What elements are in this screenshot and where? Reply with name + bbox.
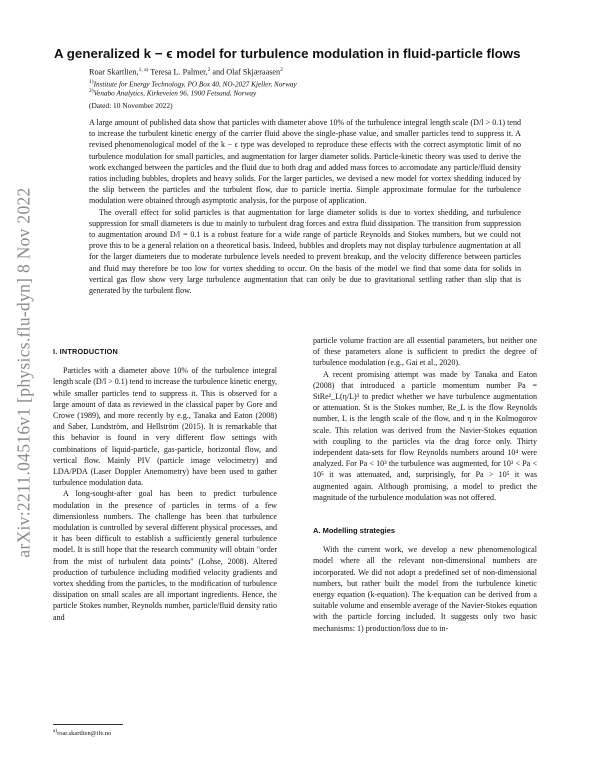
body-paragraph: With the current work, we develop a new phenomenological model where all the relevant non-dimensional numbers are incorporated. We did not adopt a predefined set of non-dimensional numbers, but rather built the model from the turbulence kinetic energy equation (k-equation). The k-equation can be derived from a suitable volume and ensemble average of the Navier-Stokes equation with the particle forcing included. It suggests only two basic mechanisms: 1) production/loss due to in- [313,545,537,633]
abstract-paragraph: The overall effect for solid particles is that augmentation for large diameter solids is due to vortex shedding, and turbulence suppression for small diameters is due to mainly to turbulent drag forces and extra fluid dissipation. The transition from suppression to augmentation around D/l = 0.1 is a robust feature for a wide range of particle Reynolds and Stokes numbers, but we could not prove this to be a general relation on a theoretical basis. Indeed, bubbles and droplets may not display turbulence augmentation at all for the larger diameters due to moderate turbulence levels needed to prevent breakup, and the velocity difference between particles and fluid may therefore be too low for vortex shedding to occur. On the basis of the model we find that some data for solids in vertical gas flow show very large turbulence augmentation that can only be due to gravitational settling rather than slip that is generated by the turbulent flow. [89,207,521,296]
author-name: Roar Skartlien, [89,67,139,77]
body-paragraph: Particles with a diameter above 10% of the turbulence integral length scale (D/l > 0.1) tend to increase the turbulence kinetic energy, while smaller particles tend to suppress it. This is observed for a large amount of data as reviewed in the classical paper by Gore and Crowe (1989), and more recently by e.g., Tanaka and Eaton (2008) and Saber, Lundström, and Hellström (2015). It is remarkable that this behavior is found in very different flow settings with combinations of liquid-particle, gas-particle, horizontal flow, and vertical flow. Mainly PIV (particle image velocimetry) and LDA/PDA (Laser Doppler Anemometry) have been used to gather turbulence modulation data. [53,366,277,488]
section-heading-introduction: I. INTRODUCTION [53,347,119,356]
affiliation-line [89,79,297,88]
left-column [53,346,277,623]
author-name: and Olaf Skjæraasen [212,67,281,77]
right-column [313,335,537,634]
body-paragraph: A recent promising attempt was made by Tanaka and Eaton (2008) that introduced a particle momentum number Pa = StRe²_L(η/L)³ to predict whether we have turbulence augmentation or attenuation. St is the Stokes number, Re_L is the flow Reynolds number, L is the length scale of the flow, and η in the Kolmogorov scale. This relation was derived from the Navier-Stokes equation with coupling to the particles via the drag force only. Thirty independent data-sets for flow Reynolds numbers around 10⁴ were analyzed. For Pa < 10³ the turbulence was augmented, for 10³ < Pa < 10⁵ it was attenuated, and, surprisingly, for Pa > 10⁵ it was augmented again. Although promising, a model to predict the magnitude of the turbulence modulation was not offered. [313,369,537,502]
subsection-heading-modelling-strategies: A. Modelling strategies [313,526,396,536]
footnote-mark: a) [53,728,58,734]
body-paragraph: particle volume fraction are all essential parameters, but neither one of these parameters alone is sufficient to predict the degree of turbulence modulation (e.g., Gai et al., 2020). [313,336,537,368]
arxiv-identifier-stamp: arXiv:2211.04516v1 [physics.flu-dyn] 8 Nov 2022 [13,187,34,558]
author-affiliation-mark: 1, a) [138,67,149,73]
affiliation-mark: 1) [89,79,94,85]
dated-line: (Dated: 10 November 2022) [89,101,173,110]
abstract [89,117,521,296]
abstract-paragraph: A large amount of published data show that particles with diameter above 10% of the turbulence integral length scale (D/l > 0.1) tend to increase the turbulent kinetic energy of the carrier fluid above the single-phase value, and smaller particles tend to suppress it. A revised phenomenological model of the k − ϵ type was developed to reproduce these effects with the correct asymptotic limit of no turbulence modulation for small particles, and augmentation for larger diameter solids. Particle-kinetic theory was used to derive the work exchanged between the particles and the fluid due to both drag and added mass forces to accomodate any particle/fluid density ratios including bubbles, droplets and heavy solids. For the larger particles, we devised a new model for vortex shedding induced by the slip between the particles and the turbulent flow, due to particle inertia. Simple approximate formulae for the turbulence modulation were obtained through asymptotic analysis, for the purpose of application. [89,118,521,206]
author-name: Teresa L. Palmer, [150,67,208,77]
author-affiliation-mark: 2 [207,67,211,73]
footnote [53,728,111,737]
affiliation-mark: 2) [89,88,94,94]
body-paragraph: A long-sought-after goal has been to predict turbulence modulation in the presence of particles in terms of a few dimensionless numbers. The challenge has been that turbulence modulation is controlled by several different physical processes, and it has been difficult to establish a sufficiently general turbulence model. It is still hope that the research community will obtain "order from the mist of turbulent data points" (Lohse, 2008). Altered production of turbulence including modified velocity gradients and vortex shedding from the particles, to the modification of turbulence dissipation on small scales are all important ingredients. Hence, the particle Stokes number, Reynolds number, particle/fluid density ratio and [53,489,277,622]
paper-title: A generalized k − ϵ model for turbulence modulation in fluid-particle flows [54,46,521,61]
affiliation-text: Institute for Energy Technology, PO Box 40, NO-2027 Kjeller, Norway [93,80,297,89]
affiliation-line [89,88,256,97]
author-list [89,67,283,77]
footnote-divider [53,724,123,725]
author-affiliation-mark: 2 [280,67,283,73]
affiliation-text: Venabo Analytics, Kirkeveien 96, 1900 Fetsund, Norway [93,89,257,98]
footnote-email: roar.skartlien@ife.no [57,730,112,738]
